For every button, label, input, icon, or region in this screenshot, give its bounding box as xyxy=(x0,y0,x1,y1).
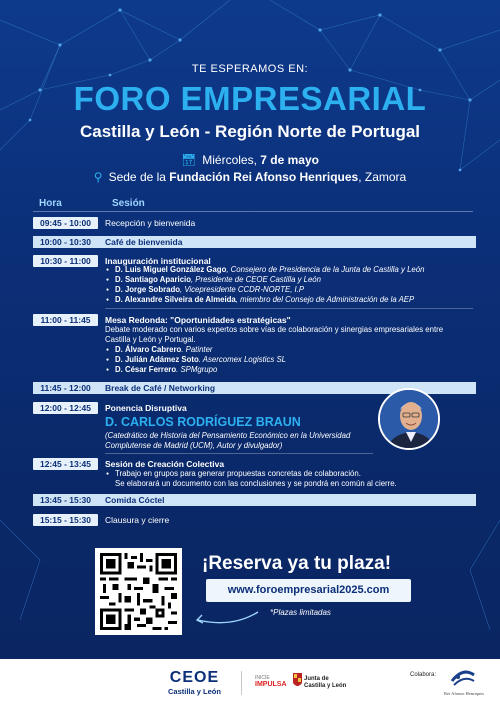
time-slot: 11:00 - 11:45 xyxy=(33,314,98,326)
speaker-item: ● D. Luis Miguel González Gago, Consejero de Presidencia de la Junta de Castilla y León xyxy=(115,265,424,275)
logo-divider xyxy=(241,671,242,695)
session-label: Clausura y cierre xyxy=(105,515,170,525)
speaker-item: ● D. Alexandre Silveira de Almeida, miembro del Consejo de Administración de la AEP xyxy=(115,295,414,305)
sponsor-footer xyxy=(0,659,500,707)
event-venue xyxy=(0,170,500,184)
time-slot: 10:30 - 11:00 xyxy=(33,255,98,267)
arrow-left-icon xyxy=(192,606,262,628)
session-label: Ponencia Disruptiva xyxy=(105,403,187,413)
fundacion-rei-afonso-logo: Rei Afonso Henriques xyxy=(450,667,476,694)
time-slot: 11:45 - 12:00 xyxy=(40,383,91,393)
agenda-band-row xyxy=(33,236,476,248)
event-subtitle: Castilla y León - Región Norte de Portugal xyxy=(79,122,421,141)
speaker-photo xyxy=(378,388,440,450)
speaker-item: ● D. Jorge Sobrado, Vicepresidente CCDR-NORTE, I.P xyxy=(115,285,304,295)
session-label: Café de bienvenida xyxy=(105,237,183,247)
time-slot: 13:45 - 15:30 xyxy=(39,495,92,505)
event-date xyxy=(0,153,500,167)
session-description: Debate moderado con varios expertos sobre vías de colaboración y sinergias empresariales entre Castilla y León y Portugal. xyxy=(105,325,444,344)
time-slot: 12:45 - 13:45 xyxy=(33,458,98,470)
date-prefix: Miércoles, xyxy=(202,153,261,167)
ceoe-logo: CEOE Castilla y León xyxy=(168,669,221,696)
column-header-time: Hora xyxy=(39,198,62,209)
colabora-label: Colabora: xyxy=(410,672,437,678)
time-slot: 09:45 - 10:00 xyxy=(33,217,98,229)
column-header-session: Sesión xyxy=(112,198,145,209)
session-label: Inauguración institucional xyxy=(105,256,211,266)
registration-link[interactable]: www.foroempresarial2025.com xyxy=(206,579,411,602)
event-title: FORO EMPRESARIAL xyxy=(73,80,427,117)
date-value: 7 de mayo xyxy=(260,153,319,167)
time-slot: 10:00 - 10:30 xyxy=(39,237,92,247)
junta-castilla-leon-logo: Junta de Castilla y León xyxy=(293,673,302,694)
location-pin-icon: ⚲ xyxy=(93,170,103,184)
kicker-text: TE ESPERAMOS EN: xyxy=(191,63,309,75)
agenda-band-row xyxy=(33,494,476,506)
coat-of-arms-icon xyxy=(293,673,302,689)
header-divider xyxy=(33,211,473,212)
speaker-item: ● D. César Ferrero. SPMgrupo xyxy=(115,365,217,375)
venue-name: Fundación Rei Afonso Henriques xyxy=(169,170,359,184)
speaker-bio: (Catedrático de Historia del Pensamiento Económico en la Universidad Complutense de Madrid (UCM), Autor y divulgador) xyxy=(105,431,351,450)
session-label: Comida Cóctel xyxy=(105,495,165,505)
keynote-speaker-name: D. CARLOS RODRÍGUEZ BRAUN xyxy=(105,415,301,429)
reserve-headline: ¡Reserva ya tu plaza! xyxy=(202,553,392,574)
time-slot: 12:00 - 12:45 xyxy=(33,402,98,414)
qr-code[interactable] xyxy=(95,548,182,635)
session-label: Sesión de Creación Colectiva xyxy=(105,459,225,469)
impulsa-logo: INICIE IMPULSA xyxy=(255,675,287,688)
venue-city: , Zamora xyxy=(358,170,407,184)
row-divider xyxy=(105,308,473,309)
session-label: Break de Café / Networking xyxy=(105,383,216,393)
venue-prefix: Sede de la xyxy=(108,170,170,184)
session-description: Se elaborará un documento con las conclusiones y se pondrá en común al cierre. xyxy=(115,479,397,488)
speaker-item: ● D. Santiago Aparicio, Presidente de CEOE Castilla y León xyxy=(115,275,321,285)
session-label: Recepción y bienvenida xyxy=(105,218,196,228)
row-divider xyxy=(105,453,373,454)
speaker-item: ● D. Álvaro Cabrero. Patinter xyxy=(115,345,213,355)
speaker-item: ● D. Julián Adámez Soto. Asercomex Logistics SL xyxy=(115,355,286,365)
fundacion-emblem-icon xyxy=(450,667,476,689)
limited-seats-note: *Plazas limitadas xyxy=(270,608,331,617)
session-label: Mesa Redonda: "Oportunidades estratégicas" xyxy=(105,315,291,325)
session-bullet: ● Trabajo en grupos para generar propuestas concretas de colaboración. xyxy=(115,469,361,479)
calendar-icon: 📅︎ xyxy=(181,153,197,167)
time-slot: 15:15 - 15:30 xyxy=(33,514,98,526)
